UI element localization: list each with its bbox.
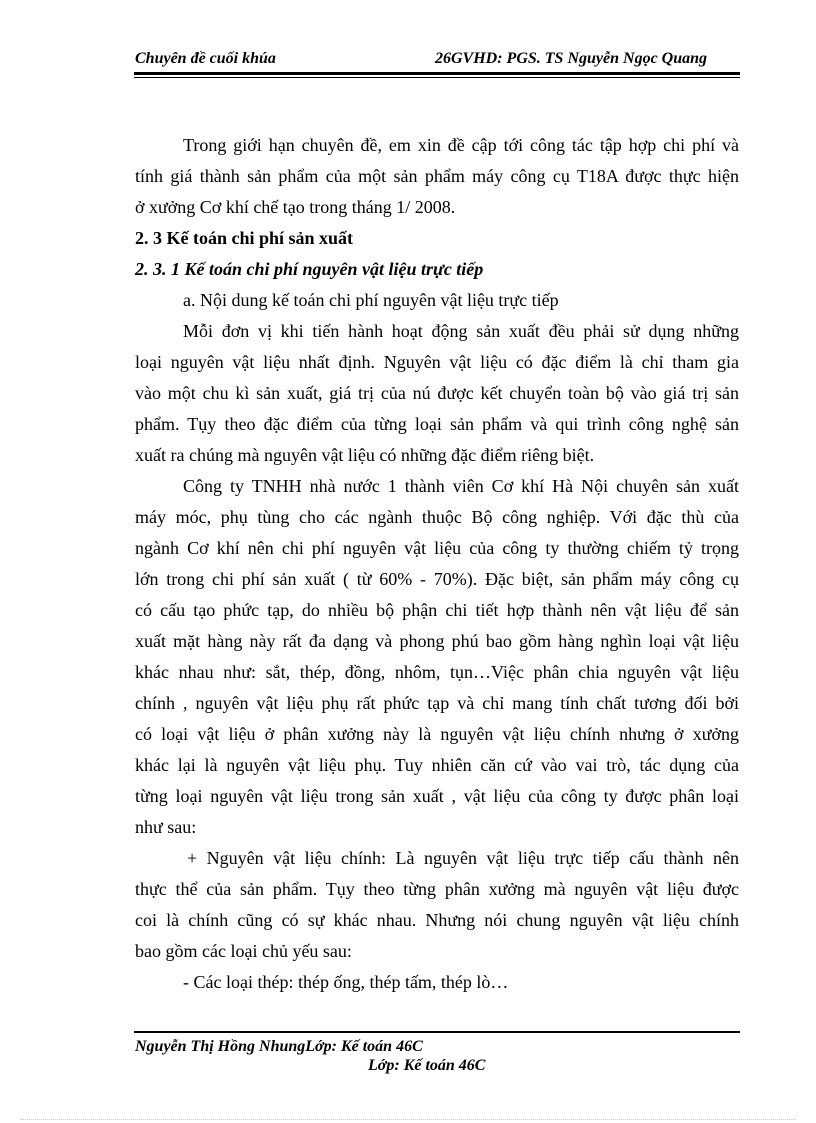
paragraph-line: chính , nguyên vật liệu phụ rất phức tạp và chỉ mang tính chất tương đối bởi bbox=[135, 693, 739, 713]
paragraph-line: Mỗi đơn vị khi tiến hành hoạt động sản xuất đều phải sử dụng những bbox=[183, 321, 739, 341]
header-supervisor: 26GVHD: PGS. TS Nguyễn Ngọc Quang bbox=[435, 50, 708, 67]
list-item: - Các loại thép: thép ống, thép tấm, thép lò… bbox=[183, 972, 509, 992]
paragraph-line: từng loại nguyên vật liệu trong sản xuất , vật liệu của công ty được phân loại bbox=[135, 786, 739, 806]
item-heading: a. Nội dung kế toán chi phí nguyên vật liệu trực tiếp bbox=[183, 290, 559, 310]
paragraph-line: Trong giới hạn chuyên đề, em xin đề cập tới công tác tập hợp chi phí và bbox=[183, 135, 739, 155]
paragraph-line: có loại vật liệu ở phân xưởng này là nguyên vật liệu chính nhưng ở xưởng bbox=[135, 724, 739, 744]
paragraph-line: xuất ra chúng mà nguyên vật liệu có những đặc điểm riêng biệt. bbox=[135, 445, 595, 465]
footer-author: Nguyễn Thị Hồng NhungLớp: Kế toán 46C bbox=[135, 1038, 423, 1055]
paragraph-line: ở xưởng Cơ khí chế tạo trong tháng 1/ 2008. bbox=[135, 197, 456, 217]
paragraph-line: xuất mặt hàng này rất đa dạng và phong phú bao gồm hàng nghìn loại vật liệu bbox=[135, 631, 739, 651]
subsection-heading: 2. 3. 1 Kế toán chi phí nguyên vật liệu trực tiếp bbox=[135, 259, 484, 279]
paragraph-line: + Nguyên vật liệu chính: Là nguyên vật liệu trực tiếp cấu thành nên bbox=[187, 848, 739, 868]
paragraph-line: có cấu tạo phức tạp, do nhiều bộ phận chi tiết hợp thành nên vật liệu để sản bbox=[135, 600, 739, 620]
paragraph-line: ngành Cơ khí nên chi phí nguyên vật liệu của công ty thường chiếm tỷ trọng bbox=[135, 538, 739, 558]
paragraph-line: tính giá thành sản phẩm của một sản phẩm máy công cụ T18A được thực hiện bbox=[135, 166, 739, 186]
footer-class: Lớp: Kế toán 46C bbox=[368, 1057, 486, 1074]
paragraph-line: máy móc, phụ tùng cho các ngành thuộc Bộ công nghiệp. Với đặc thù của bbox=[135, 507, 739, 527]
paragraph-line: vào một chu kì sản xuất, giá trị của nú được kết chuyển toàn bộ vào giá trị sản bbox=[135, 383, 739, 403]
page-header bbox=[134, 46, 740, 72]
paragraph-line: khác nhau như: sắt, thép, đồng, nhôm, tụn…Việc phân chia nguyên vật liệu bbox=[135, 662, 739, 682]
header-course-title: Chuyên đề cuối khúa bbox=[135, 50, 276, 67]
section-heading: 2. 3 Kế toán chi phí sản xuất bbox=[135, 228, 354, 248]
paragraph-line: coi là chính cũng có sự khác nhau. Nhưng nói chung nguyên vật liệu chính bbox=[135, 910, 739, 930]
paragraph-line: loại nguyên vật liệu nhất định. Nguyên vật liệu có đặc điểm là chỉ tham gia bbox=[135, 352, 739, 372]
page-bottom-border bbox=[20, 1119, 796, 1120]
paragraph-line: thực thể của sản phẩm. Tụy theo từng phân xưởng mà nguyên vật liệu được bbox=[135, 879, 739, 899]
paragraph-line: Công ty TNHH nhà nước 1 thành viên Cơ khí Hà Nội chuyên sản xuất bbox=[183, 476, 739, 496]
paragraph-line: lớn trong chi phí sản xuất ( từ 60% - 70%). Đặc biệt, sản phẩm máy công cụ bbox=[135, 569, 739, 589]
paragraph-line: như sau: bbox=[135, 817, 197, 837]
header-rule-thick bbox=[134, 72, 740, 75]
paragraph-line: bao gồm các loại chủ yếu sau: bbox=[135, 941, 352, 961]
footer-rule bbox=[134, 1031, 740, 1033]
paragraph-line: phẩm. Tụy theo đặc điểm của từng loại sản phẩm và qui trình công nghệ sản bbox=[135, 414, 739, 434]
paragraph-line: khác lại là nguyên vật liệu phụ. Tuy nhiên căn cứ vào vai trò, tác dụng của bbox=[135, 755, 739, 775]
header-rule-thin bbox=[134, 77, 740, 78]
